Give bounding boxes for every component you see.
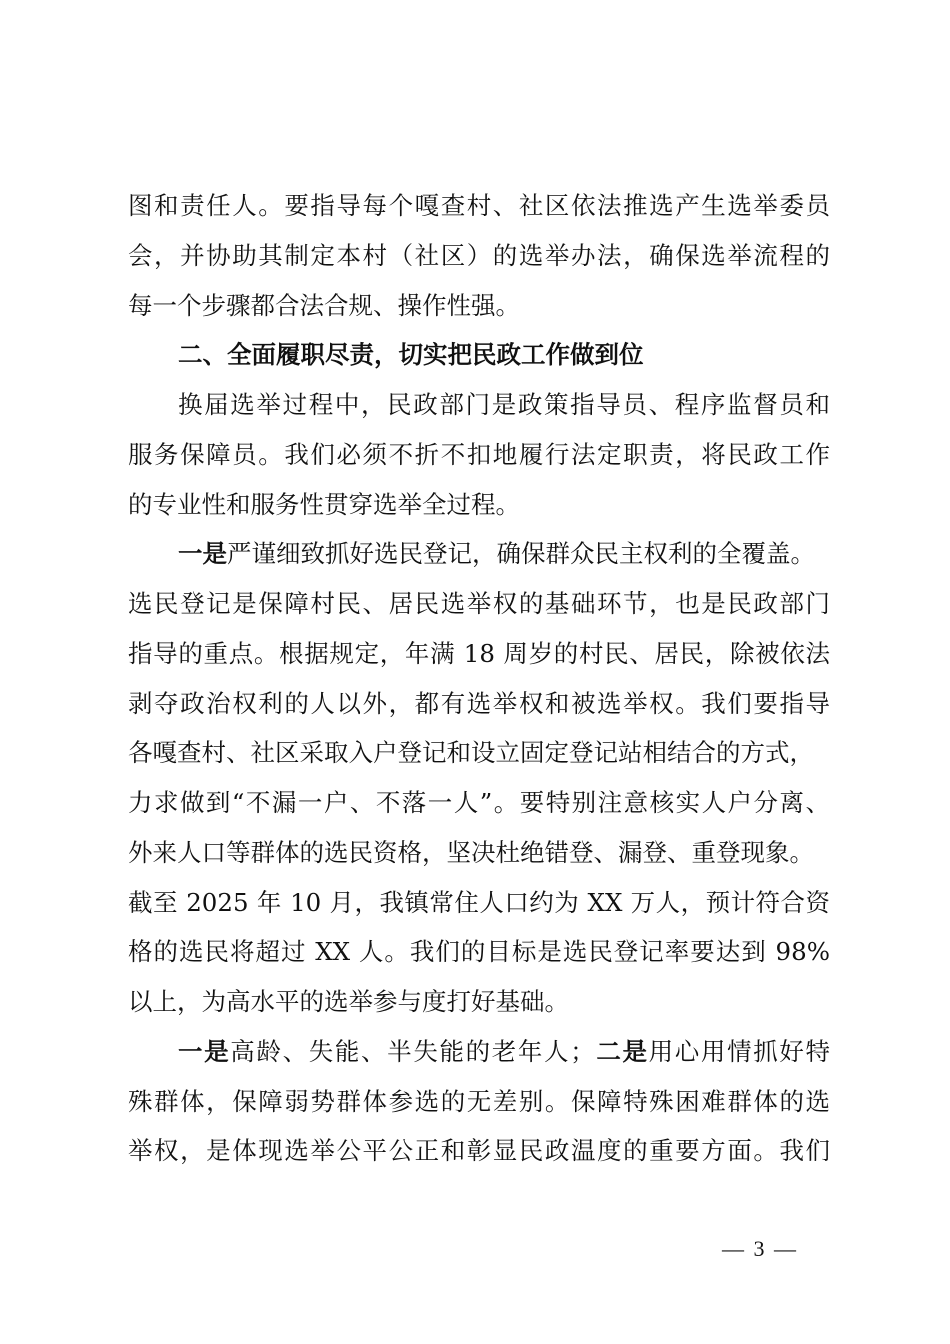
text-segment: 严谨细致抓好选民登记，确保群众民主权利的全覆盖。: [227, 539, 815, 569]
text-segment: 选民登记是保障村民、居民选举权的基础环节，也是民政部门: [128, 589, 830, 618]
text-line: [128, 281, 830, 331]
text-line: [128, 728, 830, 778]
text-segment: 举权，是体现选举公平公正和彰显民政温度的重要方面。我们: [128, 1136, 830, 1166]
text-segment: 服务保障员。我们必须不折不扣地履行法定职责，将民政工作: [128, 439, 830, 469]
text-line: [128, 380, 830, 430]
text-line: [128, 430, 830, 480]
document-body: [128, 181, 830, 1176]
text-segment: 截至 2025 年 10 月，我镇常住人口约为 XX 万人，预计符合资: [128, 887, 830, 917]
text-segment: 外来人口等群体的选民资格，坚决杜绝错登、漏登、重登现象。: [128, 837, 814, 867]
text-segment: 以上，为高水平的选举参与度打好基础。: [128, 987, 569, 1016]
text-segment: 高龄、失能、半失能的老年人；: [230, 1036, 595, 1066]
text-line: [128, 878, 830, 928]
text-line: [128, 977, 830, 1027]
text-segment: 的专业性和服务性贯穿选举全过程。: [128, 489, 520, 519]
text-segment: 力求做到“不漏一户、不落一人”。要特别注意核实人户分离、: [128, 788, 830, 817]
text-line: [128, 679, 830, 729]
text-line: [128, 480, 830, 530]
page-number: — 3 —: [722, 1236, 798, 1261]
text-line: [128, 629, 830, 679]
bold-lead: 一是: [178, 539, 227, 569]
text-segment: 剥夺政治权利的人以外，都有选举权和被选举权。我们要指导: [128, 688, 830, 718]
text-line: [128, 1126, 830, 1176]
text-line: [128, 231, 830, 281]
text-segment: 用心用情抓好特: [648, 1036, 831, 1066]
text-segment: 指导的重点。根据规定，年满 18 周岁的村民、居民，除被依法: [128, 638, 830, 668]
text-segment: 每一个步骤都合法合规、操作性强。: [128, 290, 520, 320]
text-line: [128, 529, 830, 579]
text-line: [128, 1027, 830, 1077]
text-segment: 图和责任人。要指导每个嘎查村、社区依法推选产生选举委员: [128, 191, 830, 220]
text-segment: 二、全面履职尽责，切实把民政工作做到位: [178, 340, 644, 370]
text-line: [128, 778, 830, 828]
text-line: [128, 828, 830, 878]
text-segment: 格的选民将超过 XX 人。我们的目标是选民登记率要达到 98%: [128, 937, 830, 967]
text-segment: 殊群体，保障弱势群体参选的无差别。保障特殊困难群体的选: [128, 1086, 830, 1116]
text-segment: 会，并协助其制定本村（社区）的选举办法，确保选举流程的: [128, 240, 830, 270]
bold-lead: 一是: [178, 1036, 231, 1066]
text-segment: 各嘎查村、社区采取入户登记和设立固定登记站相结合的方式，: [128, 738, 814, 768]
text-segment: 换届选举过程中，民政部门是政策指导员、程序监督员和: [178, 390, 830, 419]
text-line: [128, 579, 830, 629]
text-line: [128, 927, 830, 977]
bold-lead: 二是: [594, 1036, 649, 1066]
section-heading: [128, 330, 830, 380]
text-line: [128, 1077, 830, 1127]
text-line: [128, 181, 830, 231]
